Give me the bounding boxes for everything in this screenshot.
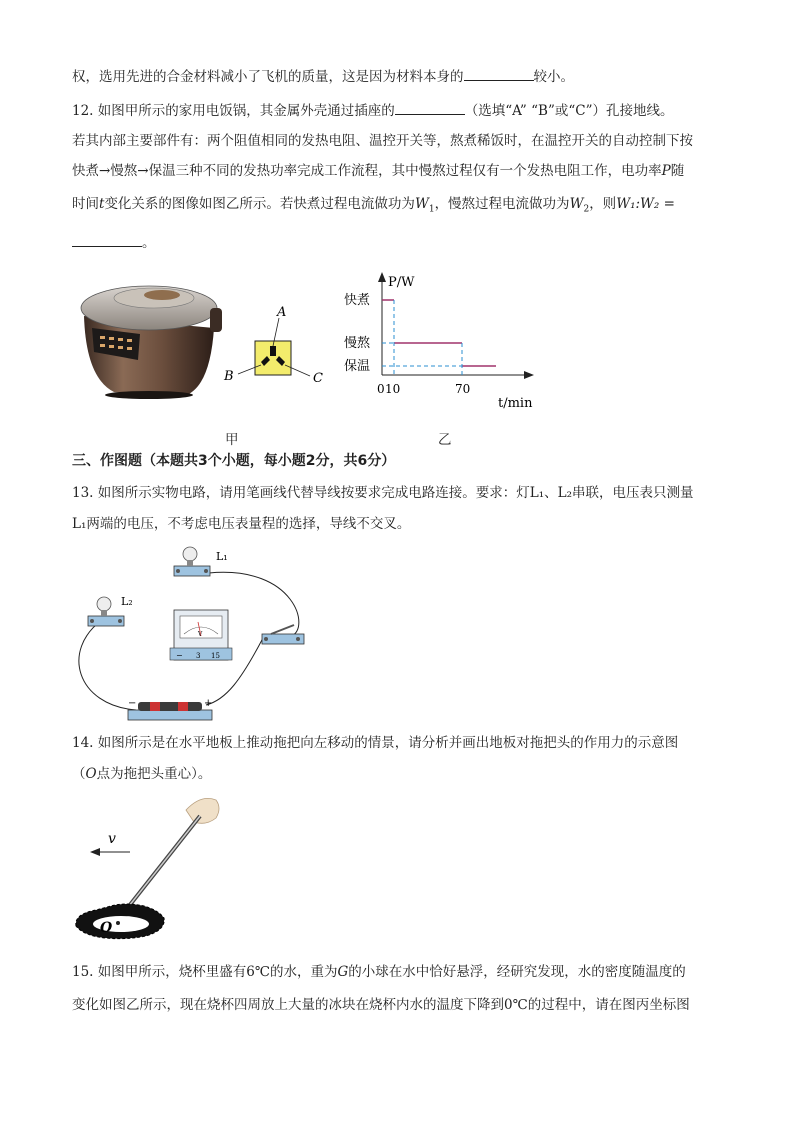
svg-text:15: 15 xyxy=(211,652,220,660)
chart-marks xyxy=(382,300,496,375)
figure-yi-chart xyxy=(340,268,540,413)
section-3-title: 三、作图题（本题共3个小题，每小题2分，共6分） xyxy=(72,453,396,469)
chart-ticks xyxy=(344,292,470,396)
figure-jia xyxy=(74,268,344,408)
point-o-label: O xyxy=(100,920,113,936)
socket-label-b: B xyxy=(224,369,234,384)
question-14-line-2: （O点为拖把头重心）。 xyxy=(72,766,212,782)
y-tick-label-0: 快煮 xyxy=(344,293,371,308)
center-of-gravity-point xyxy=(116,921,120,925)
hand-icon xyxy=(186,798,219,823)
lamp-l2-label: L₂ xyxy=(121,595,133,608)
answer-blank[interactable] xyxy=(72,232,142,247)
answer-blank[interactable] xyxy=(464,66,534,81)
circuit-figure xyxy=(66,540,316,725)
question-11-tail: 权，选用先进的合金材料减小了飞机的质量，这是因为材料本身的 较小。 xyxy=(72,66,722,87)
figure-caption-jia: 甲 xyxy=(225,432,239,448)
svg-text:−: − xyxy=(176,651,183,660)
wire xyxy=(79,620,136,710)
svg-text:−: − xyxy=(128,698,137,709)
x-tick-label-10: 10 xyxy=(385,382,401,396)
svg-text:V: V xyxy=(198,631,203,638)
x-tick-label-0: 0 xyxy=(377,382,385,396)
question-12-line-1: 12. 如图甲所示的家用电饭锅，其金属外壳通过插座的 （选填“A” “B”或“C”）孔接地线。 xyxy=(72,100,722,121)
y-tick-label-1: 慢熬 xyxy=(344,336,371,351)
svg-text:+: + xyxy=(204,698,213,709)
y-axis-label: P/W xyxy=(388,275,415,290)
x-tick-label-70: 70 xyxy=(455,382,471,396)
battery xyxy=(128,698,212,720)
answer-blank[interactable] xyxy=(395,100,465,115)
figure-caption-yi: 乙 xyxy=(438,432,452,448)
mop-figure xyxy=(66,790,236,950)
socket-label-a: A xyxy=(277,305,287,320)
lamp-l1-label: L₁ xyxy=(216,550,228,563)
question-13-line-1: 13. 如图所示实物电路，请用笔画线代替导线按要求完成电路连接。要求：灯L₁、L₂串联，电压表只测量 xyxy=(72,485,694,501)
question-12-line-4: 时间t变化关系的图像如图乙所示。若快煮过程电流做功为$W_1$，慢熬过程电流做功为$W_2$，则W₁:W₂ = xyxy=(72,196,675,215)
socket-label-c: C xyxy=(313,371,323,386)
rice-cooker-image xyxy=(81,286,222,399)
velocity-label: v xyxy=(108,831,116,847)
question-13-line-2: L₁两端的电压，不考虑电压表量程的选择，导线不交叉。 xyxy=(72,516,411,532)
x-axis-arrow xyxy=(524,371,534,379)
svg-text:3: 3 xyxy=(196,652,201,660)
three-hole-socket xyxy=(223,305,323,386)
lamp-l2 xyxy=(88,595,133,626)
question-12-line-3: 快煮→慢熬→保温三种不同的发热功率完成工作流程，其中慢熬过程仅有一个发热电阻工作，电功率P随 xyxy=(72,163,685,179)
question-12-line-5: 。 xyxy=(72,232,722,253)
question-15-line-2: 变化如图乙所示，现在烧杯四周放上大量的冰块在烧杯内水的温度下降到0℃的过程中，请在图丙坐标图 xyxy=(72,997,690,1013)
lamp-l1 xyxy=(174,547,228,576)
y-tick-label-2: 保温 xyxy=(344,359,371,374)
question-12-line-2: 若其内部主要部件有：两个阻值相同的发热电阻、温控开关等，熬煮稀饭时，在温控开关的自动控制下按 xyxy=(72,133,693,149)
question-14-line-1: 14. 如图所示是在水平地板上推动拖把向左移动的情景，请分析并画出地板对拖把头的作用力的示意图 xyxy=(72,735,679,751)
switch xyxy=(262,625,304,644)
voltmeter xyxy=(170,610,232,660)
x-axis-label: t/min xyxy=(498,396,533,411)
y-axis-arrow xyxy=(378,272,386,282)
question-15-line-1: 15. 如图甲所示，烧杯里盛有6℃的水，重为G的小球在水中恰好悬浮，经研究发现，水的密度随温度的 xyxy=(72,964,686,980)
